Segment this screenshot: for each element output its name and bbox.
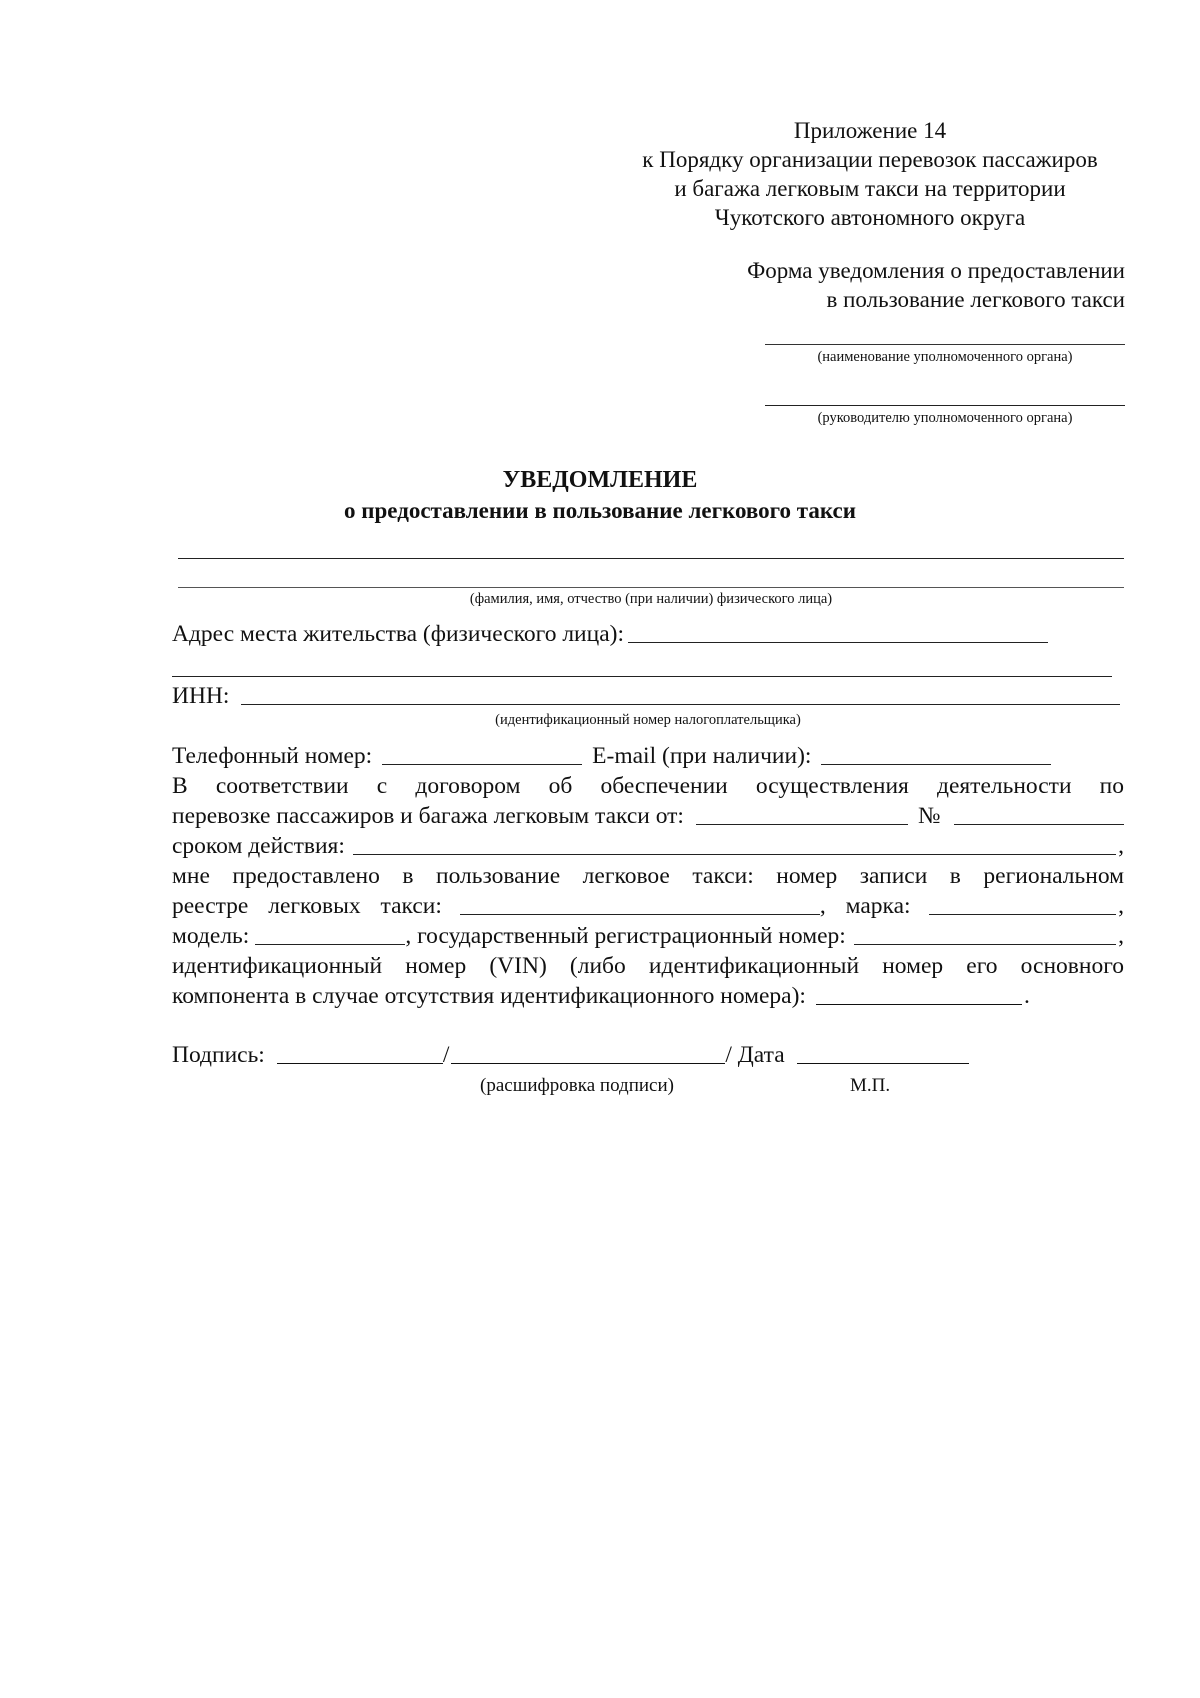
paragraph-line-4: мне предоставлено в пользование легковое такси: номер записи в региональном bbox=[172, 863, 1124, 889]
stamp-label: М.П. bbox=[850, 1075, 891, 1096]
contract-date-field[interactable] bbox=[696, 804, 908, 825]
registry-number-field[interactable] bbox=[460, 894, 820, 915]
paragraph-line-7: идентификационный номер (VIN) (либо идентификационный номер его основного bbox=[172, 953, 1124, 979]
inn-label: ИНН: bbox=[172, 683, 230, 709]
vin-label: компонента в случае отсутствия идентификационного номера): bbox=[172, 983, 806, 1009]
signature-decode-caption: (расшифровка подписи) bbox=[480, 1075, 674, 1096]
signature-field[interactable] bbox=[277, 1043, 443, 1064]
contract-paragraph bbox=[172, 771, 1124, 1011]
fio-line-1[interactable] bbox=[178, 558, 1124, 559]
signature-label: Подпись: bbox=[172, 1042, 265, 1068]
validity-field[interactable] bbox=[353, 834, 1116, 855]
appendix-line-1: Приложение 14 bbox=[793, 118, 947, 143]
vin-period: . bbox=[1023, 983, 1030, 1009]
signature-row bbox=[172, 1040, 1124, 1070]
address-line-2[interactable] bbox=[172, 676, 1112, 677]
appendix-line-2: к Порядку организации перевозок пассажиров bbox=[642, 147, 1098, 172]
fio-line-2[interactable] bbox=[178, 587, 1124, 588]
paragraph-line-1: В соответствии с договором об обеспечении осуществления деятельности по bbox=[172, 773, 1124, 799]
validity-label: сроком действия: bbox=[172, 833, 345, 859]
fio-caption: (фамилия, имя, отчество (при наличии) физического лица) bbox=[469, 591, 833, 607]
contract-number-label: № bbox=[917, 803, 941, 829]
contract-date-label: перевозке пассажиров и багажа легковым такси от: bbox=[172, 803, 684, 829]
organ-name-block bbox=[765, 344, 1125, 366]
organ-name-line[interactable] bbox=[765, 344, 1125, 345]
inn-row bbox=[172, 681, 1124, 711]
form-note-line-2: в пользование легкового такси bbox=[826, 287, 1125, 312]
reg-number-comma: , bbox=[1118, 923, 1124, 949]
address-field[interactable] bbox=[628, 622, 1048, 643]
vin-field[interactable] bbox=[816, 984, 1022, 1005]
model-field[interactable] bbox=[255, 924, 405, 945]
form-note bbox=[640, 256, 1125, 314]
paragraph-line-6 bbox=[172, 921, 1124, 951]
contacts-row bbox=[172, 741, 1124, 771]
email-field[interactable] bbox=[821, 744, 1051, 765]
organ-name-caption: (наименование уполномоченного органа) bbox=[817, 349, 1073, 365]
brand-field[interactable] bbox=[929, 894, 1117, 915]
address-row bbox=[172, 619, 1124, 649]
reg-number-field[interactable] bbox=[854, 924, 1116, 945]
address-label: Адрес места жительства (физического лица): bbox=[172, 621, 624, 647]
appendix-header bbox=[600, 116, 1140, 232]
inn-caption: (идентификационный номер налогоплательщика) bbox=[495, 712, 801, 728]
contract-number-field[interactable] bbox=[954, 804, 1124, 825]
paragraph-line-3 bbox=[172, 831, 1124, 861]
organ-head-caption: (руководителю уполномоченного органа) bbox=[817, 410, 1073, 426]
paragraph-line-2 bbox=[172, 801, 1124, 831]
organ-head-block bbox=[765, 405, 1125, 427]
brand-label: , марка: bbox=[819, 893, 911, 919]
appendix-line-4: Чукотского автономного округа bbox=[714, 205, 1026, 230]
form-note-line-1: Форма уведомления о предоставлении bbox=[747, 258, 1125, 283]
registry-label: реестре легковых такси: bbox=[172, 893, 442, 919]
signature-slash: / bbox=[442, 1042, 450, 1068]
inn-field[interactable] bbox=[241, 684, 1120, 705]
phone-label: Телефонный номер: bbox=[172, 743, 373, 769]
signature-decode-field[interactable] bbox=[451, 1043, 725, 1064]
paragraph-line-8 bbox=[172, 981, 1124, 1011]
brand-comma: , bbox=[1118, 893, 1124, 919]
validity-comma: , bbox=[1118, 833, 1124, 859]
model-label: модель: bbox=[172, 923, 250, 949]
date-label: / Дата bbox=[725, 1042, 785, 1068]
document-title: УВЕДОМЛЕНИЕ bbox=[502, 467, 698, 493]
appendix-line-3: и багажа легковым такси на территории bbox=[674, 176, 1066, 201]
email-label: E-mail (при наличии): bbox=[592, 743, 812, 769]
phone-field[interactable] bbox=[382, 744, 582, 765]
reg-number-label: , государственный регистрационный номер: bbox=[405, 923, 846, 949]
document-subtitle: о предоставлении в пользование легкового такси bbox=[344, 498, 856, 523]
date-field[interactable] bbox=[797, 1043, 969, 1064]
paragraph-line-5 bbox=[172, 891, 1124, 921]
organ-head-line[interactable] bbox=[765, 405, 1125, 406]
